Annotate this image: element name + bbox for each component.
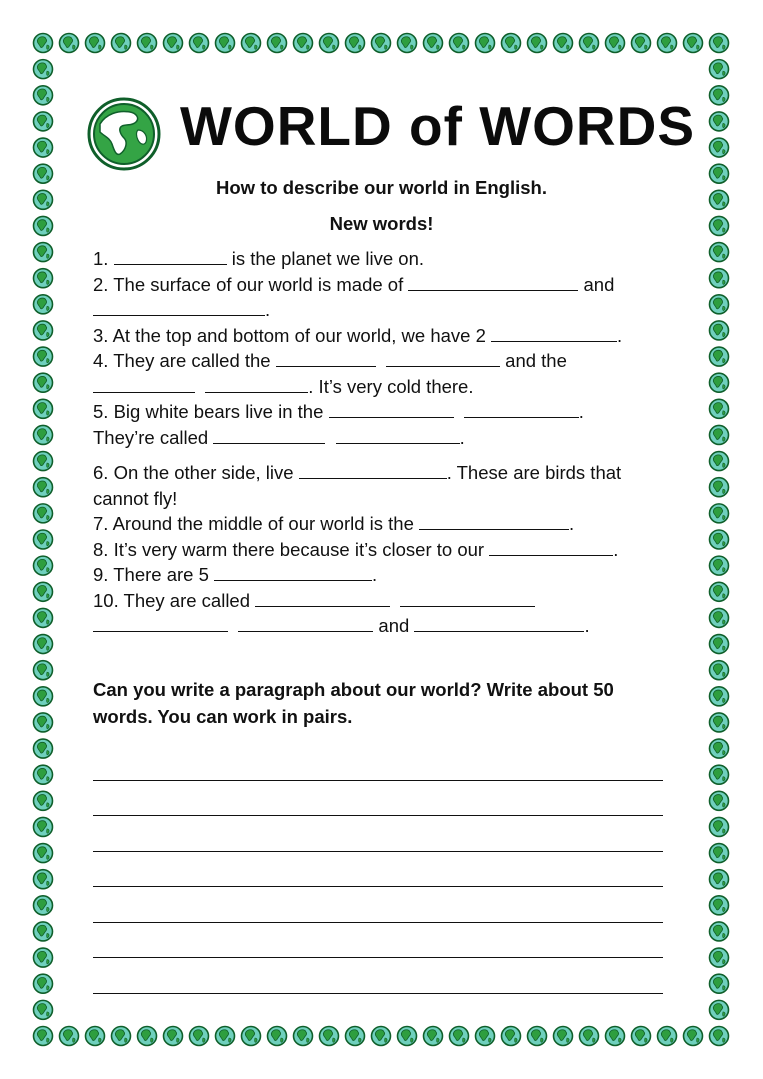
globe-bead-icon bbox=[242, 34, 261, 53]
globe-bead-icon bbox=[216, 34, 235, 53]
globe-bead-icon bbox=[710, 765, 729, 784]
writing-prompt: Can you write a paragraph about our world? Write about 50 words. You can work in pairs. bbox=[93, 679, 614, 727]
globe-bead-icon bbox=[34, 817, 53, 836]
globe-bead-icon bbox=[502, 34, 521, 53]
globe-bead-icon bbox=[710, 791, 729, 810]
globe-bead-icon bbox=[528, 1027, 547, 1046]
section-heading: New words! bbox=[329, 213, 434, 234]
question-5: 5. Big white bears live in the . bbox=[93, 401, 584, 422]
answer-blank[interactable] bbox=[93, 298, 265, 316]
question-1: 1. is the planet we live on. bbox=[93, 248, 425, 269]
globe-bead-icon bbox=[710, 1000, 729, 1019]
answer-blank[interactable] bbox=[213, 426, 325, 444]
globe-bead-icon bbox=[372, 1027, 391, 1046]
globe-bead-icon bbox=[710, 556, 729, 575]
question-3: 3. At the top and bottom of our world, we have 2 . bbox=[93, 324, 623, 346]
globe-bead-icon bbox=[528, 34, 547, 53]
globe-bead-icon bbox=[34, 243, 53, 262]
globe-bead-icon bbox=[34, 1000, 53, 1019]
globe-bead-icon bbox=[34, 452, 53, 471]
globe-bead-icon bbox=[34, 896, 53, 915]
globe-bead-icon bbox=[34, 425, 53, 444]
globe-bead-icon bbox=[34, 373, 53, 392]
globe-bead-icon bbox=[34, 1027, 53, 1046]
globe-bead-icon bbox=[34, 60, 53, 79]
globe-bead-icon bbox=[710, 844, 729, 863]
globe-bead-icon bbox=[710, 948, 729, 967]
globe-bead-icon bbox=[164, 34, 183, 53]
globe-bead-icon bbox=[34, 112, 53, 131]
globe-bead-icon bbox=[34, 347, 53, 366]
globe-bead-icon bbox=[190, 34, 209, 53]
answer-blank[interactable] bbox=[400, 589, 535, 607]
answer-blank[interactable] bbox=[93, 614, 228, 632]
globe-bead-icon bbox=[606, 34, 625, 53]
globe-bead-icon bbox=[710, 138, 729, 157]
question-10: 10. They are called bbox=[93, 588, 673, 614]
globe-bead-icon bbox=[632, 34, 651, 53]
globe-bead-icon bbox=[710, 399, 729, 418]
globe-bead-icon bbox=[112, 1027, 131, 1046]
globe-bead-icon bbox=[60, 34, 79, 53]
answer-blank[interactable] bbox=[386, 349, 500, 367]
globe-bead-icon bbox=[34, 34, 53, 53]
globe-bead-icon bbox=[554, 34, 573, 53]
globe-bead-icon bbox=[112, 34, 131, 53]
globe-bead-icon bbox=[710, 635, 729, 654]
question-5-cont: They’re called . bbox=[93, 426, 465, 448]
globe-bead-icon bbox=[34, 608, 53, 627]
globe-bead-icon bbox=[294, 34, 313, 53]
globe-bead-icon bbox=[710, 112, 729, 131]
globe-bead-icon bbox=[34, 635, 53, 654]
globe-bead-icon bbox=[34, 687, 53, 706]
globe-bead-icon bbox=[710, 974, 729, 993]
globe-bead-icon bbox=[34, 974, 53, 993]
globe-bead-icon bbox=[34, 86, 53, 105]
question-2: 2. The surface of our world is made of and bbox=[93, 273, 615, 295]
writing-line[interactable] bbox=[93, 923, 663, 959]
globe-bead-icon bbox=[164, 1027, 183, 1046]
globe-bead-icon bbox=[424, 34, 443, 53]
writing-line[interactable] bbox=[93, 958, 663, 994]
globe-bead-icon bbox=[34, 269, 53, 288]
globe-bead-icon bbox=[684, 1027, 703, 1046]
globe-bead-icon bbox=[450, 1027, 469, 1046]
answer-blank[interactable] bbox=[114, 247, 227, 265]
globe-bead-icon bbox=[710, 425, 729, 444]
question-2-cont: . bbox=[93, 297, 673, 323]
globe-bead-icon bbox=[34, 948, 53, 967]
question-9: 9. There are 5 . bbox=[93, 564, 378, 585]
answer-blank[interactable] bbox=[489, 538, 613, 556]
answer-blank[interactable] bbox=[336, 426, 460, 444]
globe-bead-icon bbox=[710, 86, 729, 105]
globe-bead-icon bbox=[398, 1027, 417, 1046]
question-6: 6. On the other side, live . These are birds that bbox=[93, 462, 622, 483]
subtitle: How to describe our world in English. bbox=[216, 177, 547, 198]
globe-bead-icon bbox=[710, 661, 729, 680]
globe-bead-icon bbox=[710, 739, 729, 758]
globe-bead-icon bbox=[346, 34, 365, 53]
globe-bead-icon bbox=[710, 582, 729, 601]
answer-blank[interactable] bbox=[414, 614, 584, 632]
globe-bead-icon bbox=[710, 295, 729, 314]
question-7: 7. Around the middle of our world is the . bbox=[93, 513, 575, 534]
globe-bead-icon bbox=[658, 1027, 677, 1046]
question-6-cont: cannot fly! bbox=[93, 487, 178, 509]
answer-blank[interactable] bbox=[276, 349, 376, 367]
globe-bead-icon bbox=[710, 452, 729, 471]
globe-bead-icon bbox=[710, 504, 729, 523]
globe-bead-icon bbox=[710, 373, 729, 392]
globe-bead-icon bbox=[502, 1027, 521, 1046]
answer-blank[interactable] bbox=[408, 273, 578, 291]
question-4: 4. They are called the and the bbox=[93, 350, 567, 371]
globe-bead-icon bbox=[86, 34, 105, 53]
globe-bead-icon bbox=[34, 582, 53, 601]
questions-list bbox=[93, 246, 673, 639]
globe-bead-icon bbox=[34, 530, 53, 549]
globe-bead-icon bbox=[34, 739, 53, 758]
globe-bead-icon bbox=[710, 243, 729, 262]
question-4-cont: . It’s very cold there. bbox=[93, 374, 673, 400]
writing-line[interactable] bbox=[93, 816, 663, 852]
globe-bead-icon bbox=[268, 1027, 287, 1046]
globe-bead-icon bbox=[580, 1027, 599, 1046]
globe-bead-icon bbox=[372, 34, 391, 53]
globe-bead-icon bbox=[86, 1027, 105, 1046]
globe-bead-icon bbox=[34, 922, 53, 941]
globe-bead-icon bbox=[34, 765, 53, 784]
globe-bead-icon bbox=[710, 608, 729, 627]
globe-bead-icon bbox=[34, 295, 53, 314]
globe-bead-icon bbox=[216, 1027, 235, 1046]
globe-bead-icon bbox=[710, 478, 729, 497]
globe-bead-icon bbox=[710, 321, 729, 340]
globe-bead-icon bbox=[320, 34, 339, 53]
globe-bead-icon bbox=[710, 922, 729, 941]
page-title: WORLD of WORDS bbox=[180, 95, 696, 157]
globe-bead-icon bbox=[710, 60, 729, 79]
globe-bead-icon bbox=[710, 817, 729, 836]
answer-blank[interactable] bbox=[255, 589, 390, 607]
globe-bead-icon bbox=[710, 34, 729, 53]
globe-bead-icon bbox=[346, 1027, 365, 1046]
writing-area bbox=[93, 745, 663, 994]
globe-bead-icon bbox=[294, 1027, 313, 1046]
writing-line[interactable] bbox=[93, 887, 663, 923]
globe-bead-icon bbox=[398, 34, 417, 53]
answer-blank[interactable] bbox=[464, 400, 579, 418]
globe-bead-icon bbox=[34, 504, 53, 523]
globe-bead-icon bbox=[34, 399, 53, 418]
globe-bead-icon bbox=[60, 1027, 79, 1046]
answer-blank[interactable] bbox=[238, 614, 373, 632]
globe-bead-icon bbox=[554, 1027, 573, 1046]
globe-bead-icon bbox=[710, 269, 729, 288]
answer-blank[interactable] bbox=[419, 512, 569, 530]
globe-bead-icon bbox=[710, 347, 729, 366]
globe-bead-icon bbox=[34, 713, 53, 732]
globe-bead-icon bbox=[268, 34, 287, 53]
writing-line[interactable] bbox=[93, 745, 663, 781]
globe-bead-icon bbox=[710, 1027, 729, 1046]
answer-blank[interactable] bbox=[205, 375, 308, 393]
globe-bead-icon bbox=[34, 321, 53, 340]
globe-bead-icon bbox=[710, 870, 729, 889]
globe-bead-icon bbox=[34, 661, 53, 680]
globe-bead-icon bbox=[632, 1027, 651, 1046]
question-10-cont: and . bbox=[93, 613, 673, 639]
globe-bead-icon bbox=[710, 896, 729, 915]
globe-bead-icon bbox=[450, 34, 469, 53]
globe-bead-icon bbox=[242, 1027, 261, 1046]
globe-bead-icon bbox=[34, 478, 53, 497]
answer-blank[interactable] bbox=[299, 461, 447, 479]
globe-bead-icon bbox=[476, 34, 495, 53]
globe-bead-icon bbox=[710, 713, 729, 732]
globe-bead-icon bbox=[34, 870, 53, 889]
globe-bead-icon bbox=[320, 1027, 339, 1046]
globe-bead-icon bbox=[138, 34, 157, 53]
answer-blank[interactable] bbox=[491, 324, 617, 342]
globe-bead-icon bbox=[34, 791, 53, 810]
answer-blank[interactable] bbox=[93, 375, 195, 393]
globe-bead-icon bbox=[138, 1027, 157, 1046]
globe-bead-icon bbox=[424, 1027, 443, 1046]
globe-bead-icon bbox=[190, 1027, 209, 1046]
globe-bead-icon bbox=[658, 34, 677, 53]
globe-bead-icon bbox=[34, 556, 53, 575]
globe-bead-icon bbox=[684, 34, 703, 53]
globe-bead-icon bbox=[34, 138, 53, 157]
writing-line[interactable] bbox=[93, 781, 663, 817]
globe-bead-icon bbox=[606, 1027, 625, 1046]
writing-line[interactable] bbox=[93, 852, 663, 888]
question-8: 8. It’s very warm there because it’s closer to our . bbox=[93, 538, 619, 560]
answer-blank[interactable] bbox=[214, 563, 372, 581]
globe-bead-icon bbox=[580, 34, 599, 53]
globe-bead-icon bbox=[710, 687, 729, 706]
globe-icon bbox=[86, 96, 162, 172]
answer-blank[interactable] bbox=[329, 400, 454, 418]
globe-bead-icon bbox=[34, 844, 53, 863]
globe-bead-icon bbox=[710, 530, 729, 549]
globe-bead-icon bbox=[476, 1027, 495, 1046]
